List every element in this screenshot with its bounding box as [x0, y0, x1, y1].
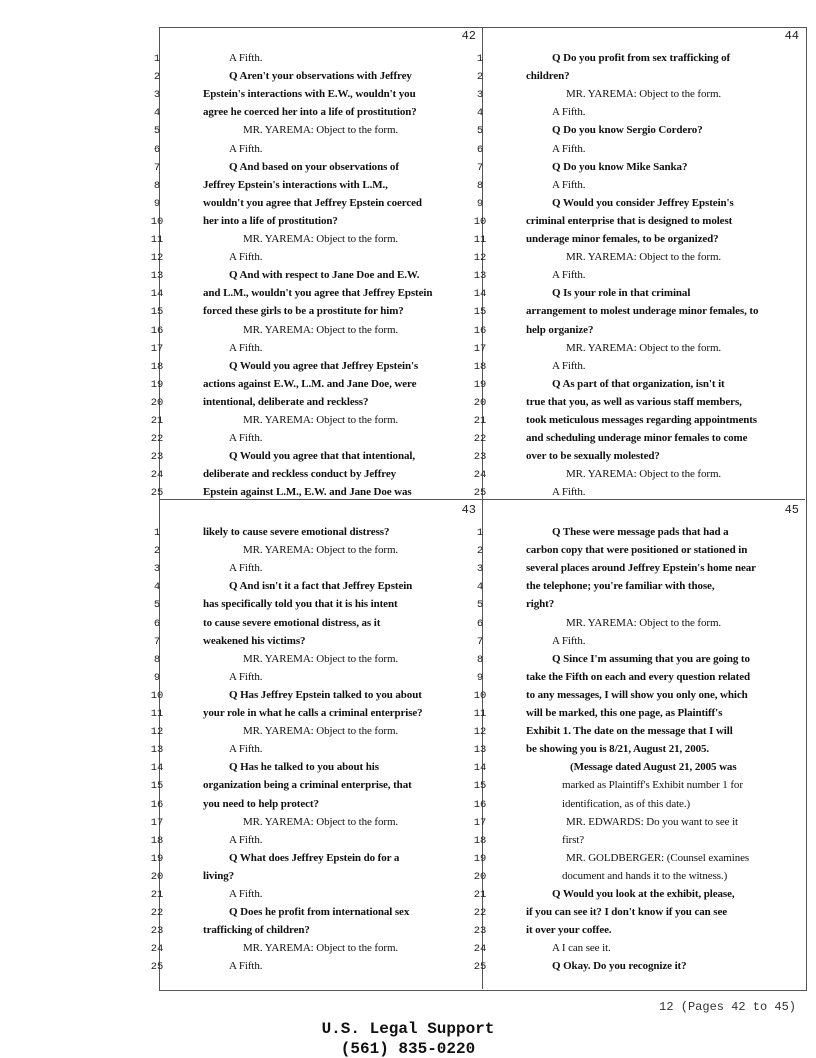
line-number: 9 [476, 671, 484, 684]
line-number: 25 [150, 487, 164, 500]
transcript-line: Q Okay. Do you recognize it? [552, 960, 687, 973]
transcript-line: Q Aren't your observations with Jeffrey [229, 70, 412, 83]
line-number: 3 [153, 89, 161, 102]
line-number: 8 [153, 179, 161, 192]
line-number: 15 [150, 780, 164, 793]
transcript-line: underage minor females, to be organized? [526, 233, 719, 245]
transcript-line: MR. YAREMA: Object to the form. [566, 88, 722, 101]
line-number: 5 [476, 125, 484, 138]
transcript-line: has specifically told you that it is his intent [203, 598, 398, 611]
transcript-line: Q As part of that organization, isn't it [552, 377, 725, 390]
line-number: 14 [150, 762, 164, 775]
transcript-line: deliberate and reckless conduct by Jeffrey [203, 468, 397, 481]
line-number: 9 [153, 671, 161, 684]
transcript-line: Jeffrey Epstein's interactions with L.M., [203, 178, 388, 191]
line-number: 14 [150, 288, 164, 301]
line-number: 25 [473, 487, 487, 500]
page-number: 43 [461, 503, 476, 517]
line-number: 22 [150, 907, 164, 920]
transcript-line: A Fifth. [552, 142, 586, 155]
transcript-line: intentional, deliberate and reckless? [203, 395, 369, 408]
line-number: 9 [476, 197, 484, 210]
transcript-line: to any messages, I will show you only one, which [526, 688, 748, 701]
transcript-line: MR. YAREMA: Object to the form. [243, 652, 399, 665]
line-number: 8 [476, 179, 484, 192]
transcript-line: Q Would you look at the exhibit, please, [552, 888, 735, 900]
line-number: 23 [473, 451, 487, 464]
transcript-line: A Fifth. [552, 486, 586, 499]
line-number: 13 [473, 270, 487, 283]
line-number: 4 [153, 107, 161, 120]
line-number: 17 [473, 816, 487, 829]
transcript-page-42 [150, 27, 482, 500]
page-number: 42 [461, 29, 476, 43]
line-number: 10 [150, 215, 164, 228]
line-number: 18 [473, 360, 487, 373]
line-number: 21 [473, 889, 487, 901]
transcript-line: A Fifth. [552, 634, 586, 647]
line-number: 3 [153, 563, 161, 576]
transcript-page-43 [150, 499, 482, 989]
line-number: 14 [473, 288, 487, 301]
transcript-line: Q Does he profit from international sex [229, 906, 410, 919]
transcript-line: arrangement to molest underage minor females, to [526, 305, 759, 318]
line-number: 5 [153, 599, 161, 612]
transcript-line: right? [526, 598, 555, 611]
transcript-line: likely to cause severe emotional distress? [203, 526, 390, 538]
transcript-line: Q Do you know Sergio Cordero? [552, 124, 703, 137]
pages-range-label: 12 (Pages 42 to 45) [659, 1000, 796, 1014]
transcript-line: A Fifth. [229, 888, 263, 900]
line-number: 12 [473, 252, 487, 265]
transcript-line: A Fifth. [229, 251, 263, 264]
line-number: 1 [476, 53, 484, 65]
transcript-line: A Fifth. [552, 106, 586, 119]
transcript-page-44 [473, 27, 805, 500]
line-number: 15 [473, 306, 487, 319]
transcript-line: Q Would you consider Jeffrey Epstein's [552, 196, 734, 209]
line-number: 9 [153, 197, 161, 210]
line-number: 22 [473, 433, 487, 446]
line-number: 8 [153, 653, 161, 666]
transcript-line: Q And based on your observations of [229, 160, 399, 173]
transcript-line: Q And with respect to Jane Doe and E.W. [229, 269, 420, 282]
line-number: 20 [473, 396, 487, 409]
transcript-line: A Fifth. [229, 960, 263, 973]
line-number: 6 [153, 143, 161, 156]
transcript-line: A Fifth. [229, 142, 263, 155]
line-number: 13 [150, 744, 164, 757]
transcript-line: A I can see it. [552, 942, 611, 955]
transcript-line: MR. EDWARDS: Do you want to see it [566, 815, 738, 828]
transcript-line: A Fifth. [552, 359, 586, 372]
transcript-line: MR. YAREMA: Object to the form. [566, 616, 722, 629]
transcript-line: you need to help protect? [203, 797, 319, 810]
line-number: 22 [150, 433, 164, 446]
transcript-line: living? [203, 869, 235, 882]
line-number: 5 [476, 599, 484, 612]
transcript-line: MR. YAREMA: Object to the form. [243, 124, 399, 137]
transcript-line: document and hands it to the witness.) [562, 869, 728, 882]
line-number: 17 [150, 342, 164, 355]
transcript-line: Q Since I'm assuming that you are going to [552, 652, 750, 665]
transcript-line: Epstein's interactions with E.W., wouldn't you [203, 88, 416, 101]
line-number: 15 [473, 780, 487, 793]
line-number: 25 [473, 961, 487, 974]
line-number: 2 [153, 545, 161, 558]
transcript-line: A Fifth. [229, 341, 263, 354]
transcript-line: Q Do you profit from sex trafficking of [552, 52, 731, 64]
transcript-line: A Fifth. [229, 670, 263, 683]
line-number: 11 [150, 234, 164, 246]
line-number: 20 [473, 870, 487, 883]
transcript-line: Q Do you know Mike Sanka? [552, 160, 688, 173]
transcript-line: MR. YAREMA: Object to the form. [243, 942, 399, 955]
transcript-line: Q Is your role in that criminal [552, 287, 691, 300]
line-number: 7 [476, 635, 484, 648]
transcript-page-45 [473, 499, 805, 989]
transcript-line: organization being a criminal enterprise, that [203, 779, 412, 792]
transcript-line: MR. YAREMA: Object to the form. [243, 815, 399, 828]
transcript-line: Epstein against L.M., E.W. and Jane Doe was [203, 486, 412, 499]
transcript-line: MR. YAREMA: Object to the form. [566, 468, 722, 481]
line-number: 23 [150, 451, 164, 464]
line-number: 4 [153, 581, 161, 594]
line-number: 7 [153, 635, 161, 648]
transcript-line: MR. YAREMA: Object to the form. [243, 725, 399, 738]
transcript-line: weakened his victims? [203, 634, 306, 647]
line-number: 19 [473, 378, 487, 391]
line-number: 17 [150, 816, 164, 829]
transcript-line: Q Has he talked to you about his [229, 761, 379, 774]
line-number: 12 [473, 726, 487, 739]
transcript-line: Q And isn't it a fact that Jeffrey Epstein [229, 580, 413, 593]
line-number: 2 [153, 71, 161, 84]
transcript-line: wouldn't you agree that Jeffrey Epstein coerced [203, 196, 422, 209]
line-number: 19 [473, 852, 487, 865]
line-number: 4 [476, 107, 484, 120]
line-number: 2 [476, 71, 484, 84]
line-number: 4 [476, 581, 484, 594]
line-number: 21 [473, 415, 487, 427]
line-number: 24 [473, 943, 487, 956]
line-number: 16 [150, 324, 164, 337]
transcript-line: your role in what he calls a criminal enterprise? [203, 707, 423, 719]
transcript-line: several places around Jeffrey Epstein's home near [526, 562, 756, 575]
transcript-line: A Fifth. [229, 432, 263, 445]
line-number: 7 [153, 161, 161, 174]
transcript-line: will be marked, this one page, as Plaintiff's [526, 707, 723, 719]
line-number: 18 [473, 834, 487, 847]
line-number: 15 [150, 306, 164, 319]
line-number: 16 [473, 324, 487, 337]
transcript-line: Q Would you agree that that intentional, [229, 450, 415, 463]
transcript-line: over to be sexually molested? [526, 450, 660, 463]
transcript-line: if you can see it? I don't know if you can see [526, 906, 728, 919]
line-number: 12 [150, 252, 164, 265]
transcript-line: MR. YAREMA: Object to the form. [566, 341, 722, 354]
line-number: 22 [473, 907, 487, 920]
transcript-line: and scheduling underage minor females to come [526, 432, 748, 445]
line-number: 21 [150, 415, 164, 427]
line-number: 6 [476, 143, 484, 156]
line-number: 19 [150, 852, 164, 865]
line-number: 1 [476, 527, 484, 539]
transcript-line: actions against E.W., L.M. and Jane Doe, were [203, 377, 417, 390]
transcript-line: Exhibit 1. The date on the message that I will [526, 725, 733, 738]
transcript-line: A Fifth. [552, 269, 586, 282]
transcript-line: A Fifth. [229, 833, 263, 846]
line-number: 24 [473, 469, 487, 482]
transcript-line: MR. YAREMA: Object to the form. [243, 233, 399, 245]
court-reporter-name: U.S. Legal Support [321, 1020, 495, 1038]
line-number: 13 [150, 270, 164, 283]
transcript-line: marked as Plaintiff's Exhibit number 1 for [562, 779, 743, 792]
transcript-line: A Fifth. [229, 562, 263, 575]
line-number: 21 [150, 889, 164, 901]
transcript-line: Q What does Jeffrey Epstein do for a [229, 851, 400, 864]
line-number: 11 [473, 708, 487, 720]
transcript-line: be showing you is 8/21, August 21, 2005. [526, 743, 710, 756]
transcript-line: MR. YAREMA: Object to the form. [243, 544, 399, 557]
line-number: 8 [476, 653, 484, 666]
line-number: 20 [150, 396, 164, 409]
transcript-line: A Fifth. [552, 178, 586, 191]
line-number: 10 [150, 689, 164, 702]
transcript-line: A Fifth. [229, 743, 263, 756]
line-number: 3 [476, 89, 484, 102]
transcript-line: it over your coffee. [526, 924, 612, 937]
line-number: 18 [150, 360, 164, 373]
line-number: 23 [150, 925, 164, 938]
line-number: 2 [476, 545, 484, 558]
line-number: 14 [473, 762, 487, 775]
line-number: 16 [150, 798, 164, 811]
line-number: 10 [473, 689, 487, 702]
line-number: 11 [473, 234, 487, 246]
transcript-line: carbon copy that were positioned or stationed in [526, 544, 748, 557]
transcript-line: true that you, as well as various staff members, [526, 395, 742, 408]
line-number: 1 [153, 53, 161, 65]
transcript-line: help organize? [526, 323, 594, 336]
transcript-line: forced these girls to be a prostitute for him? [203, 305, 404, 318]
line-number: 19 [150, 378, 164, 391]
line-number: 5 [153, 125, 161, 138]
line-number: 18 [150, 834, 164, 847]
line-number: 24 [150, 943, 164, 956]
transcript-line: the telephone; you're familiar with those, [526, 580, 715, 593]
line-number: 23 [473, 925, 487, 938]
transcript-line: (Message dated August 21, 2005 was [570, 761, 737, 774]
line-number: 3 [476, 563, 484, 576]
line-number: 17 [473, 342, 487, 355]
court-reporter-phone: (561) 835-0220 [340, 1040, 476, 1058]
transcript-line: her into a life of prostitution? [203, 214, 338, 227]
line-number: 11 [150, 708, 164, 720]
line-number: 13 [473, 744, 487, 757]
transcript-line: took meticulous messages regarding appointments [526, 414, 757, 426]
transcript-line: to cause severe emotional distress, as it [203, 616, 381, 629]
transcript-line: and L.M., wouldn't you agree that Jeffrey Epstein [203, 287, 433, 300]
line-number: 6 [476, 617, 484, 630]
line-number: 7 [476, 161, 484, 174]
transcript-line: children? [526, 70, 570, 83]
transcript-line: trafficking of children? [203, 924, 310, 937]
transcript-line: criminal enterprise that is designed to molest [526, 214, 733, 227]
transcript-line: agree he coerced her into a life of prostitution? [203, 106, 417, 119]
line-number: 25 [150, 961, 164, 974]
line-number: 6 [153, 617, 161, 630]
transcript-line: MR. GOLDBERGER: (Counsel examines [566, 851, 750, 864]
transcript-line: MR. YAREMA: Object to the form. [566, 251, 722, 264]
transcript-line: MR. YAREMA: Object to the form. [243, 323, 399, 336]
transcript-line: MR. YAREMA: Object to the form. [243, 414, 399, 426]
line-number: 10 [473, 215, 487, 228]
line-number: 16 [473, 798, 487, 811]
line-number: 20 [150, 870, 164, 883]
line-number: 1 [153, 527, 161, 539]
line-number: 12 [150, 726, 164, 739]
line-number: 24 [150, 469, 164, 482]
transcript-line: Q Has Jeffrey Epstein talked to you about [229, 688, 422, 701]
transcript-line: first? [562, 833, 585, 846]
page-number: 45 [784, 503, 799, 517]
transcript-line: Q These were message pads that had a [552, 526, 729, 538]
transcript-line: take the Fifth on each and every question related [526, 670, 751, 683]
transcript-line: A Fifth. [229, 52, 263, 64]
page-number: 44 [784, 29, 799, 43]
transcript-line: identification, as of this date.) [562, 797, 691, 810]
transcript-line: Q Would you agree that Jeffrey Epstein's [229, 359, 419, 372]
